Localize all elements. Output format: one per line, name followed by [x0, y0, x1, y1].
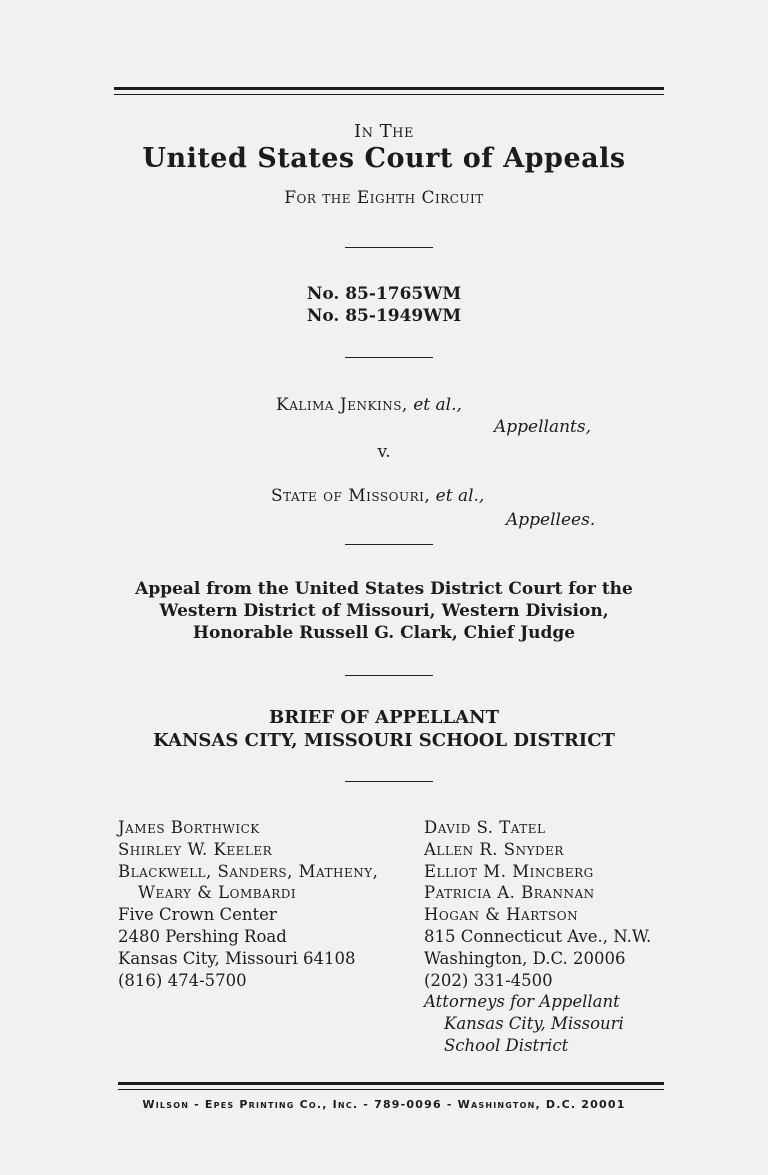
counsel-right-role-2: Kansas City, Missouri [444, 1014, 624, 1034]
appellee-name: State of Missouri, [271, 486, 431, 506]
appeal-line-2: Western District of Missouri, Western Division, [159, 601, 609, 621]
brief-title: BRIEF OF APPELLANT [269, 707, 499, 728]
counsel-right-block [424, 817, 651, 1057]
divider-2 [345, 357, 433, 358]
circuit-line: For the Eighth Circuit [284, 188, 484, 208]
divider-4 [345, 675, 433, 676]
counsel-left-firm-1: Blackwell, Sanders, Matheny, [118, 861, 379, 881]
top-rule-thin [114, 94, 664, 95]
versus: v. [377, 442, 391, 462]
counsel-right-phone: (202) 331-4500 [424, 970, 553, 990]
counsel-right-address-2: Washington, D.C. 20006 [424, 948, 626, 968]
printer-footer: Wilson - Epes Printing Co., Inc. - 789-0096 - Washington, D.C. 20001 [142, 1098, 626, 1111]
appellee-line [271, 485, 484, 507]
counsel-left-block [118, 817, 378, 991]
bottom-rule-thin [118, 1089, 664, 1090]
counsel-left-name-1: James Borthwick [118, 818, 260, 837]
counsel-right-role-3: School District [444, 1035, 569, 1055]
counsel-left-name-2: Shirley W. Keeler [118, 839, 273, 859]
counsel-right-name-2: Allen R. Snyder [424, 839, 564, 859]
appellant-name: Kalima Jenkins, [276, 395, 408, 415]
appellant-line [276, 394, 462, 416]
counsel-right-name-1: David S. Tatel [424, 818, 546, 837]
counsel-left-address-3: Kansas City, Missouri 64108 [118, 948, 356, 968]
counsel-right-name-3: Elliot M. Mincberg [424, 861, 594, 881]
divider-3 [345, 544, 433, 545]
appeal-line-3: Honorable Russell G. Clark, Chief Judge [192, 623, 576, 643]
counsel-left-address-2: 2480 Pershing Road [118, 926, 287, 946]
case-number-2: No. 85-1949WM [306, 306, 462, 326]
counsel-right-name-4: Patricia A. Brannan [424, 883, 595, 903]
appellee-role: Appellees. [506, 510, 596, 530]
counsel-right-address-1: 815 Connecticut Ave., N.W. [424, 926, 652, 946]
appeal-line-1: Appeal from the United States District Court for the [135, 579, 633, 599]
appellee-etal: et al., [435, 486, 485, 506]
counsel-left-address-1: Five Crown Center [118, 905, 277, 925]
bottom-rule-thick [118, 1082, 664, 1085]
counsel-right-role-1: Attorneys for Appellant [424, 992, 620, 1012]
appellant-role: Appellants, [494, 417, 592, 437]
brief-party: KANSAS CITY, MISSOURI SCHOOL DISTRICT [153, 730, 615, 751]
court-title: United States Court of Appeals [142, 143, 626, 174]
divider-1 [345, 247, 433, 248]
case-number-1: No. 85-1765WM [306, 284, 462, 304]
counsel-right-firm: Hogan & Hartson [424, 905, 579, 925]
divider-5 [345, 781, 433, 782]
counsel-left-phone: (816) 474-5700 [118, 970, 247, 990]
top-rule-thick [114, 87, 664, 90]
counsel-left-firm-2: Weary & Lombardi [138, 883, 297, 903]
appellant-etal: et al., [413, 395, 462, 415]
in-the-line: In The [353, 121, 415, 142]
